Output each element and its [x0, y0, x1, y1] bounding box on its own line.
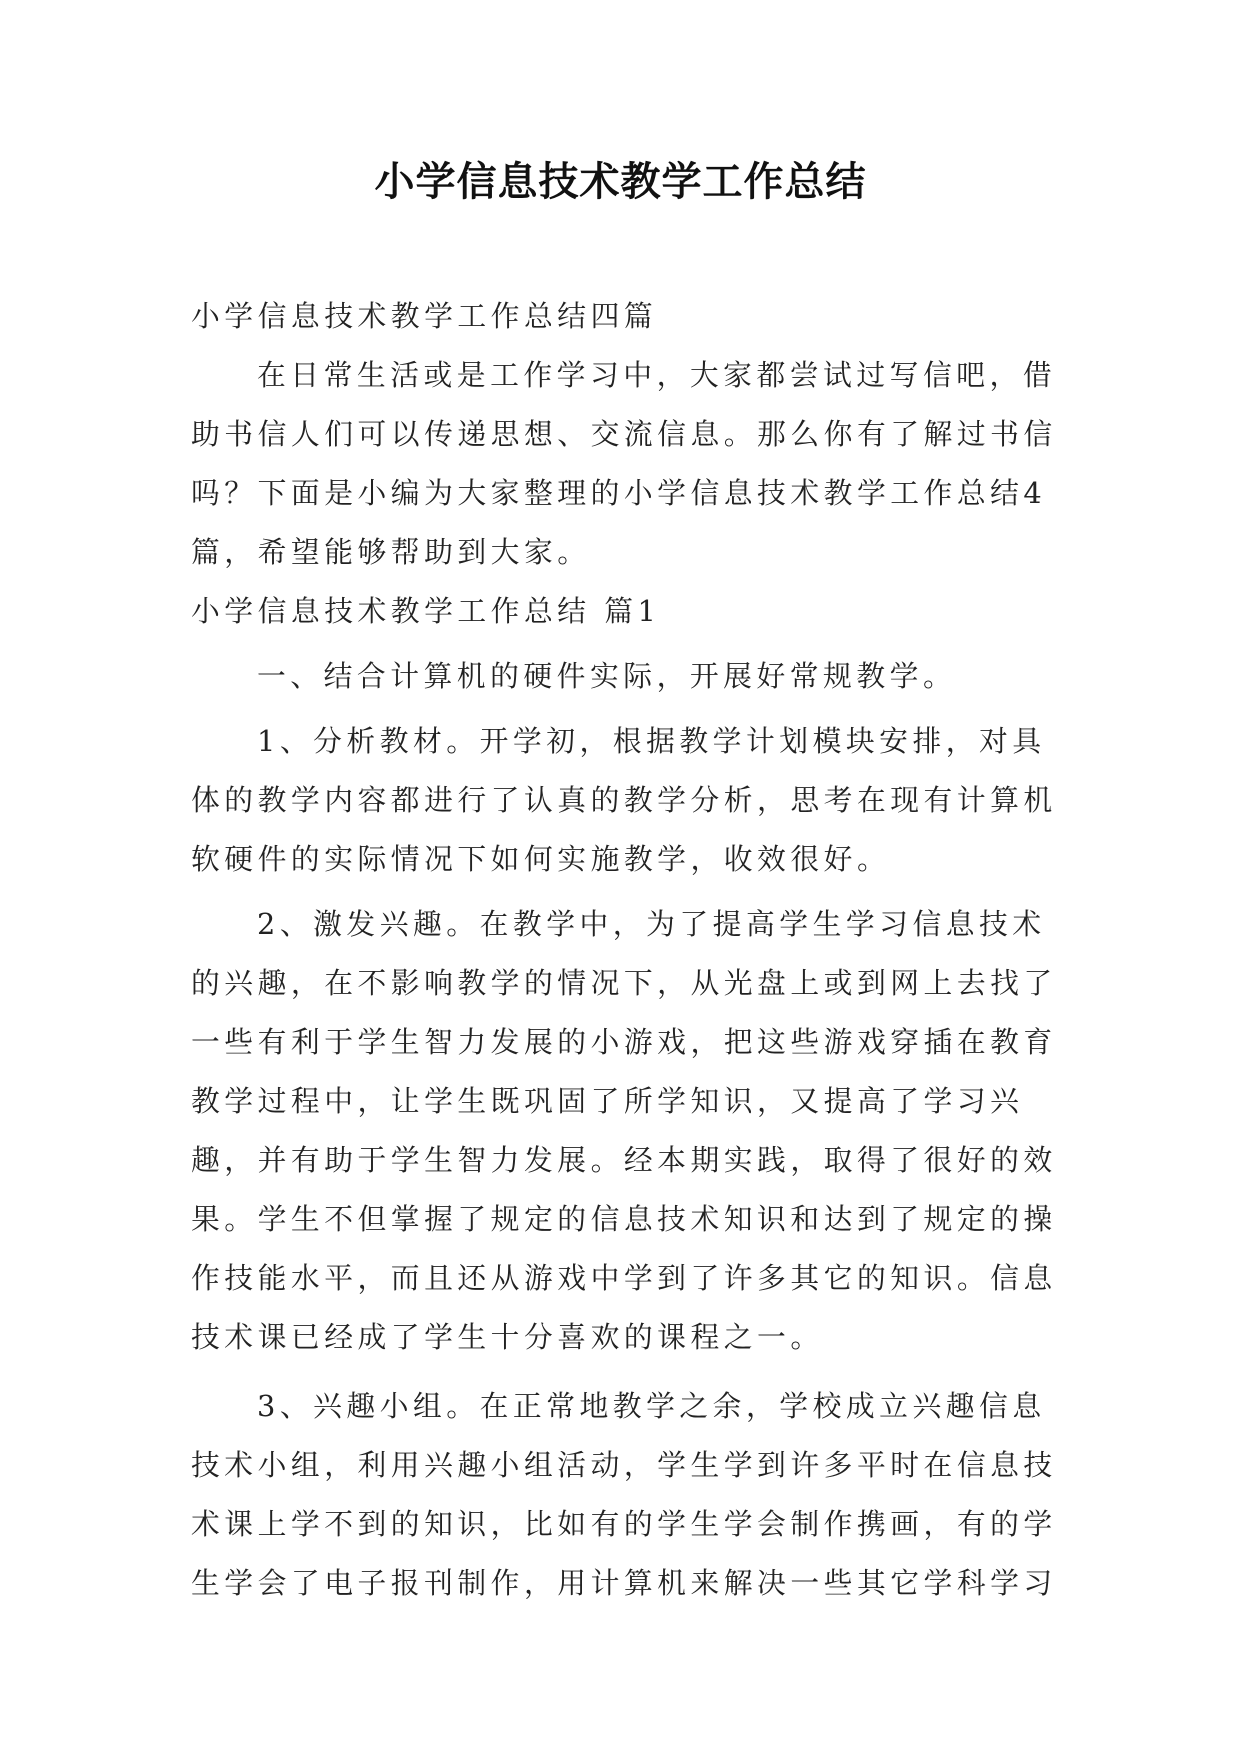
document-subtitle: 小学信息技术教学工作总结四篇	[191, 299, 658, 333]
item-paragraph-3: 3、兴趣小组。在正常地教学之余，学校成立兴趣信息技术小组，利用兴趣小组活动，学生学到许多平时在信息技术课上学不到的知识，比如有的学生学会制作携画，有的学生学会了电子报刊制作，用计算机来解决一些其它学科学习	[191, 1389, 1057, 1600]
section-heading: 小学信息技术教学工作总结 篇1	[191, 594, 661, 628]
item-paragraph-1: 1、分析教材。开学初，根据教学计划模块安排，对具体的教学内容都进行了认真的教学分析，思考在现有计算机软硬件的实际情况下如何实施教学，收效很好。	[191, 724, 1057, 876]
item-paragraph-2: 2、激发兴趣。在教学中，为了提高学生学习信息技术的兴趣，在不影响教学的情况下，从光盘上或到网上去找了一些有利于学生智力发展的小游戏，把这些游戏穿插在教育教学过程中，让学生既巩固了所学知识，又提高了学习兴趣，并有助于学生智力发展。经本期实践，取得了很好的效果。学生不但掌握了规定的信息技术知识和达到了规定的操作技能水平，而且还从游戏中学到了许多其它的知识。信息技术课已经成了学生十分喜欢的课程之一。	[191, 907, 1057, 1354]
point-paragraph-1: 一、结合计算机的硬件实际，开展好常规教学。	[257, 659, 957, 693]
document-body	[191, 287, 1061, 1613]
document-title: 小学信息技术教学工作总结	[374, 158, 867, 205]
intro-paragraph: 在日常生活或是工作学习中，大家都尝试过写信吧，借助书信人们可以传递思想、交流信息。那么你有了解过书信吗？下面是小编为大家整理的小学信息技术教学工作总结4篇，希望能够帮助到大家。	[191, 358, 1057, 569]
